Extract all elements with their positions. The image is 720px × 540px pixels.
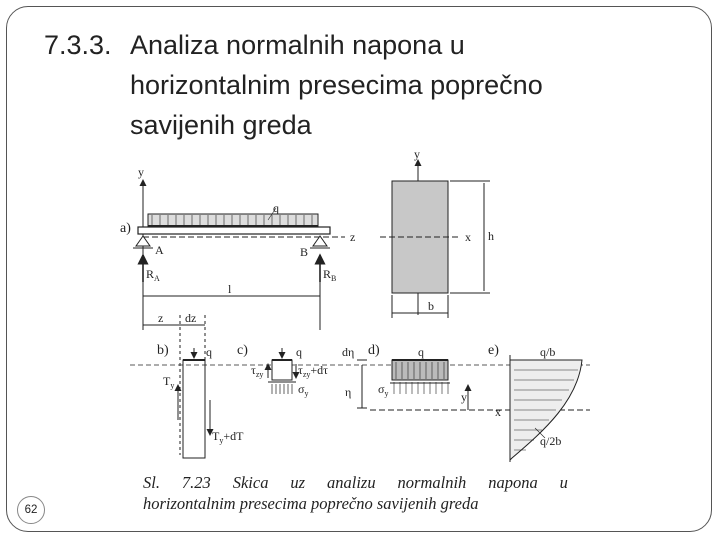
caption-word: u — [559, 473, 568, 492]
beam-diagram-a — [133, 180, 345, 455]
stress-distribution-e — [468, 355, 582, 462]
label-sigma-c: $\sigma_y$ — [298, 382, 309, 398]
section-number: 7.3.3. — [44, 30, 112, 60]
caption-word: napona — [488, 473, 538, 492]
label-x-e: x — [495, 405, 501, 419]
caption-line-1 — [143, 472, 568, 493]
label-y-a: y — [138, 165, 144, 179]
caption-word: analizu — [327, 473, 376, 492]
label-h: h — [488, 229, 494, 243]
title-line-2: horizontalnim presecima poprečno — [130, 70, 543, 100]
label-B: B — [300, 245, 309, 259]
cross-section — [380, 160, 490, 318]
label-b: b) — [157, 343, 169, 358]
label-Ty: $T_y$ — [163, 374, 175, 390]
label-eta: η — [345, 385, 352, 399]
label-c: c) — [237, 343, 248, 358]
label-RA: $R_A$ — [146, 267, 160, 283]
title-line-1: Analiza normalnih napona u — [130, 30, 465, 60]
label-A: A — [155, 243, 164, 257]
label-TydT: $T_y+dT$ — [212, 429, 244, 445]
caption-word: Sl. — [143, 473, 160, 492]
label-b-dim: b — [428, 299, 434, 313]
label-q-c: q — [296, 345, 302, 359]
label-l: l — [228, 282, 232, 296]
label-a: a) — [120, 221, 131, 236]
label-e: e) — [488, 343, 499, 358]
label-y-e: y — [461, 390, 467, 404]
caption-word: uz — [290, 473, 306, 492]
title-line-3: savijenih greda — [130, 110, 312, 140]
caption-word: 7.23 — [181, 473, 211, 492]
element-c — [268, 348, 296, 394]
label-tau-plus: $\tau_{zy}+d\tau$ — [298, 363, 328, 379]
label-z-a: z — [350, 230, 356, 244]
label-tau-zy: $\tau_{zy}$ — [251, 363, 264, 379]
label-sigma-d: $\sigma_y$ — [378, 382, 389, 398]
label-y-section: y — [414, 147, 420, 161]
label-dz: dz — [185, 311, 197, 325]
label-z-dim: z — [158, 311, 164, 325]
caption-word: Skica — [232, 473, 269, 492]
caption-line-2: horizontalnim presecima poprečno savijenih greda — [143, 494, 479, 513]
label-deta: dη — [342, 345, 355, 359]
label-d: d) — [368, 343, 380, 358]
label-q-d: q — [418, 345, 424, 359]
label-x-section: x — [465, 230, 471, 244]
label-RB: $R_B$ — [323, 267, 337, 283]
label-q-over-b: q/b — [540, 345, 556, 359]
label-q-a: q — [273, 201, 279, 215]
label-q-over-2b: q/2b — [540, 434, 562, 448]
label-q-b: q — [206, 345, 212, 359]
page-number: 62 — [17, 496, 45, 524]
caption-word: normalnih — [397, 473, 467, 492]
figure-caption — [143, 472, 568, 514]
